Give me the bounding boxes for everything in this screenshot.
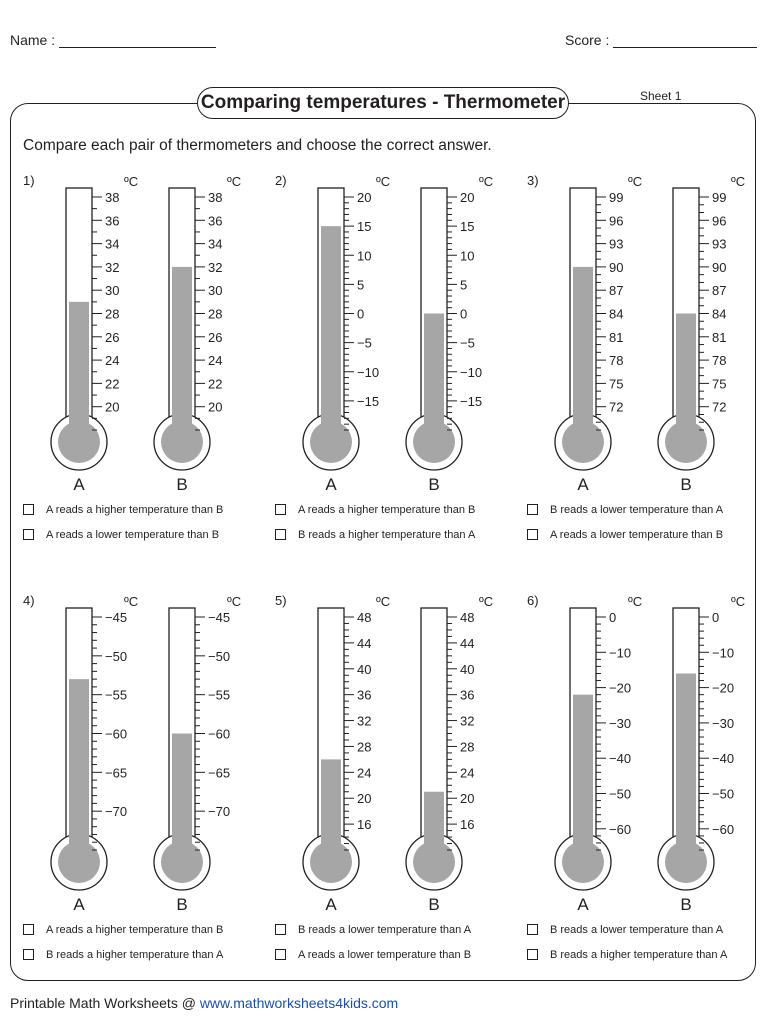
scale-label: 78 (712, 353, 727, 369)
scale-label: 0 (712, 610, 720, 625)
scale-label: 20 (208, 399, 223, 415)
mercury-column (69, 302, 89, 442)
thermometer-4-a (51, 594, 138, 914)
thermometer-1-b (154, 174, 241, 494)
thermometer-6-a (555, 594, 642, 914)
answer-text: B reads a higher temperature than A (298, 529, 476, 541)
scale-label: 36 (357, 687, 372, 703)
scale-label: 20 (357, 190, 372, 205)
scale-label: −10 (609, 645, 632, 661)
scale-label: −20 (609, 680, 632, 696)
score-label: Score : (565, 32, 610, 48)
answer-text: A reads a lower temperature than B (298, 949, 472, 961)
scale-label: 30 (208, 283, 223, 299)
unit-label: ºC (731, 174, 746, 189)
scale-label: −55 (105, 687, 128, 703)
scale-label: 15 (357, 219, 372, 235)
answer-text: A reads a lower temperature than B (550, 529, 724, 541)
mercury-column (321, 759, 341, 862)
scale-label: 87 (609, 283, 624, 299)
scale-label: −10 (357, 364, 380, 380)
thermometer-1-a (51, 174, 138, 494)
scale-label: −5 (357, 335, 372, 351)
scale-label: 26 (208, 329, 223, 345)
thermometer-5-b (406, 594, 493, 914)
scale-label: 30 (105, 283, 120, 299)
unit-label: ºC (227, 594, 242, 609)
scale-label: 22 (208, 376, 223, 392)
scale-label: 24 (105, 353, 120, 369)
scale-label: 75 (712, 376, 727, 392)
scale-label: −65 (208, 765, 231, 781)
scale-label: 81 (712, 329, 727, 345)
scale-label: 16 (357, 817, 372, 833)
scale-label: 22 (105, 376, 120, 392)
scale-label: −70 (105, 804, 128, 820)
scale-label: 20 (105, 399, 120, 415)
unit-label: ºC (376, 594, 391, 609)
scale-label: 24 (357, 765, 372, 781)
thermometer-6-b (658, 594, 745, 914)
scale-label: 84 (712, 306, 727, 322)
problem-number: 6) (527, 593, 539, 608)
answer-text: A reads a higher temperature than B (46, 504, 224, 516)
name-label: Name : (10, 32, 56, 48)
scale-label: 99 (609, 190, 624, 205)
thermometer-label: B (428, 475, 440, 494)
scale-label: −60 (712, 821, 735, 837)
scale-label: −10 (712, 645, 735, 661)
scale-label: 48 (460, 610, 475, 625)
unit-label: ºC (479, 174, 494, 189)
scale-label: 40 (460, 661, 475, 677)
answer-text: A reads a lower temperature than B (46, 529, 220, 541)
scale-label: 72 (712, 399, 727, 415)
scale-label: 15 (460, 219, 475, 235)
thermometer-5-a (303, 594, 390, 914)
worksheet-title: Comparing temperatures - Thermometer (197, 87, 569, 119)
scale-label: 93 (712, 236, 727, 252)
unit-label: ºC (376, 174, 391, 189)
sheet-label: Sheet 1 (640, 89, 682, 103)
scale-label: 72 (609, 399, 624, 415)
answer-text: B reads a higher temperature than A (550, 949, 728, 961)
footer-link[interactable]: www.mathworksheets4kids.com (199, 995, 399, 1011)
scale-label: 90 (712, 259, 727, 275)
scale-label: 99 (712, 190, 727, 205)
answer-text: A reads a higher temperature than B (298, 504, 476, 516)
scale-label: 26 (105, 329, 120, 345)
scale-label: 81 (609, 329, 624, 345)
thermometer-3-a (555, 174, 642, 494)
scale-label: 96 (712, 213, 727, 229)
scale-label: −70 (208, 804, 231, 820)
scale-label: −50 (712, 786, 735, 802)
scale-label: 36 (105, 213, 120, 229)
scale-label: 28 (105, 306, 120, 322)
thermometer-label: A (577, 475, 589, 494)
thermometer-2-b (406, 174, 493, 494)
thermometer-label: A (325, 475, 337, 494)
unit-label: ºC (731, 594, 746, 609)
mercury-column (172, 267, 192, 442)
scale-label: −50 (609, 786, 632, 802)
scale-label: 0 (357, 306, 365, 322)
answer-text: B reads a higher temperature than A (46, 949, 224, 961)
scale-label: 34 (208, 236, 223, 252)
scale-label: 32 (208, 259, 223, 275)
scale-label: −50 (208, 648, 231, 664)
scale-label: −60 (208, 726, 231, 742)
thermometer-2-a (303, 174, 390, 494)
scale-label: 10 (460, 248, 475, 264)
scale-label: −5 (460, 335, 475, 351)
scale-label: 32 (357, 713, 372, 729)
footer-text: Printable Math Worksheets @ (10, 995, 200, 1011)
scale-label: −30 (712, 715, 735, 731)
scale-label: 93 (609, 236, 624, 252)
scale-label: 16 (460, 817, 475, 833)
scale-label: −10 (460, 364, 483, 380)
scale-label: 36 (208, 213, 223, 229)
scale-label: −15 (357, 393, 380, 409)
mercury-column (573, 695, 593, 862)
answer-text: B reads a lower temperature than A (550, 504, 724, 516)
scale-label: 38 (105, 190, 120, 205)
scale-label: 28 (460, 739, 475, 755)
scale-label: 5 (357, 277, 365, 293)
thermometer-4-b (154, 594, 241, 914)
thermometer-label: A (577, 895, 589, 914)
scale-label: 20 (460, 791, 475, 807)
scale-label: −65 (105, 765, 128, 781)
answer-text: B reads a lower temperature than A (298, 924, 472, 936)
scale-label: 24 (460, 765, 475, 781)
unit-label: ºC (479, 594, 494, 609)
scale-label: 36 (460, 687, 475, 703)
scale-label: 96 (609, 213, 624, 229)
scale-label: −20 (712, 680, 735, 696)
scale-label: 0 (609, 610, 617, 625)
scale-label: 75 (609, 376, 624, 392)
scale-label: −40 (609, 751, 632, 767)
scale-label: −50 (105, 648, 128, 664)
scale-label: 44 (357, 635, 372, 651)
unit-label: ºC (124, 594, 139, 609)
answer-text: A reads a higher temperature than B (46, 924, 224, 936)
scale-label: 87 (712, 283, 727, 299)
unit-label: ºC (628, 594, 643, 609)
unit-label: ºC (227, 174, 242, 189)
mercury-column (321, 226, 341, 442)
mercury-column (424, 314, 444, 443)
scale-label: −60 (105, 726, 128, 742)
scale-label: 20 (357, 791, 372, 807)
scale-label: −45 (208, 610, 231, 625)
problem-number: 5) (275, 593, 287, 608)
problem-number: 4) (23, 593, 35, 608)
problem-number: 2) (275, 173, 287, 188)
scale-label: 44 (460, 635, 475, 651)
thermometer-label: A (73, 895, 85, 914)
problem-number: 1) (23, 173, 35, 188)
scale-label: 28 (208, 306, 223, 322)
mercury-column (172, 734, 192, 863)
scale-label: 40 (357, 661, 372, 677)
scale-label: 32 (460, 713, 475, 729)
scale-label: −45 (105, 610, 128, 625)
mercury-column (676, 314, 696, 443)
problem-number: 3) (527, 173, 539, 188)
scale-label: −55 (208, 687, 231, 703)
thermometer-label: B (428, 895, 440, 914)
scale-label: −60 (609, 821, 632, 837)
scale-label: 0 (460, 306, 468, 322)
mercury-column (573, 267, 593, 442)
scale-label: 32 (105, 259, 120, 275)
mercury-column (69, 679, 89, 862)
scale-label: −15 (460, 393, 483, 409)
scale-label: −30 (609, 715, 632, 731)
scale-label: 78 (609, 353, 624, 369)
scale-label: −40 (712, 751, 735, 767)
scale-label: 38 (208, 190, 223, 205)
unit-label: ºC (124, 174, 139, 189)
mercury-column (424, 792, 444, 862)
scale-label: 28 (357, 739, 372, 755)
scale-label: 34 (105, 236, 120, 252)
thermometer-label: A (325, 895, 337, 914)
mercury-column (676, 673, 696, 862)
thermometer-label: B (680, 475, 692, 494)
scale-label: 90 (609, 259, 624, 275)
thermometer-label: B (680, 895, 692, 914)
scale-label: 10 (357, 248, 372, 264)
footer (10, 995, 398, 1011)
scale-label: 24 (208, 353, 223, 369)
scale-label: 5 (460, 277, 468, 293)
unit-label: ºC (628, 174, 643, 189)
thermometer-label: B (176, 895, 188, 914)
instruction-text: Compare each pair of thermometers and choose the correct answer. (23, 137, 492, 154)
thermometer-label: B (176, 475, 188, 494)
scale-label: 48 (357, 610, 372, 625)
scale-label: 20 (460, 190, 475, 205)
answer-text: B reads a lower temperature than A (550, 924, 724, 936)
scale-label: 84 (609, 306, 624, 322)
thermometer-3-b (658, 174, 745, 494)
thermometer-label: A (73, 475, 85, 494)
